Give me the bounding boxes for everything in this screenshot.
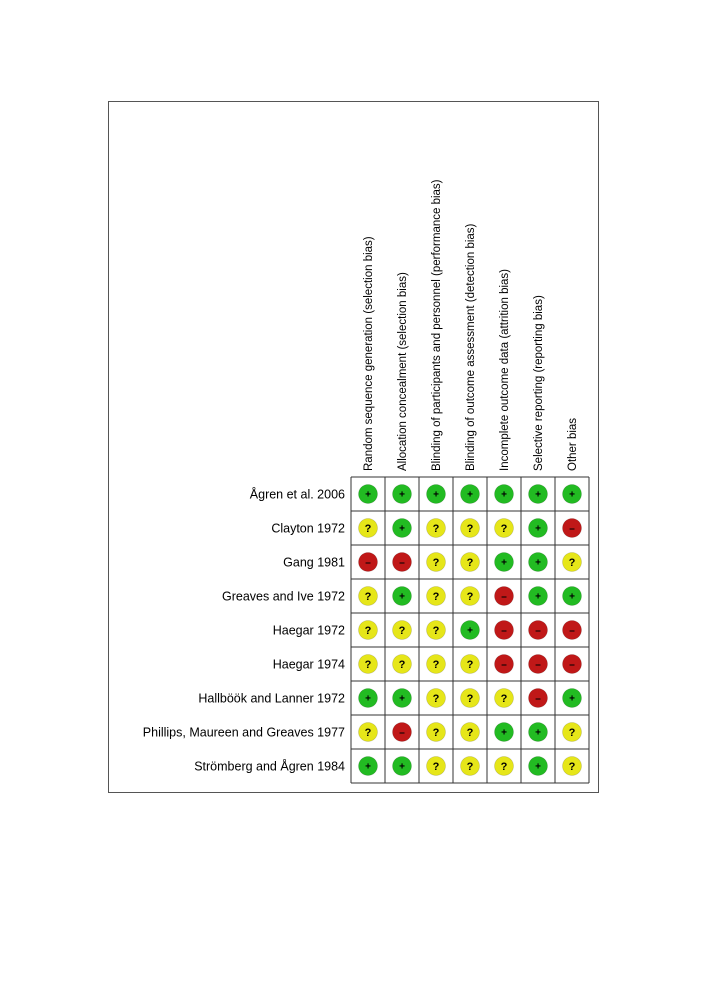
study-label: Clayton 1972 bbox=[271, 521, 345, 536]
rating-mark bbox=[427, 655, 446, 674]
rating-mark bbox=[461, 621, 480, 640]
rating-mark bbox=[563, 587, 582, 606]
rating-mark bbox=[461, 655, 480, 674]
study-label: Ågren et al. 2006 bbox=[249, 487, 345, 502]
study-label: Greaves and Ive 1972 bbox=[222, 589, 345, 604]
risk-of-bias-chart bbox=[109, 102, 600, 794]
rating-symbol: ? bbox=[466, 659, 474, 671]
rating-symbol: + bbox=[569, 591, 575, 603]
rating-mark bbox=[359, 757, 378, 776]
risk-of-bias-figure bbox=[108, 101, 599, 793]
rating-symbol: + bbox=[501, 557, 507, 569]
rating-symbol: ? bbox=[364, 523, 372, 535]
rating-symbol: – bbox=[501, 625, 507, 637]
rating-symbol: ? bbox=[432, 727, 440, 739]
study-label: Strömberg and Ågren 1984 bbox=[194, 759, 345, 774]
rating-symbol: ? bbox=[364, 591, 372, 603]
rating-mark bbox=[563, 485, 582, 504]
rating-symbol: + bbox=[399, 523, 405, 535]
rating-symbol: ? bbox=[432, 591, 440, 603]
rating-symbol: – bbox=[535, 625, 541, 637]
rating-symbol: + bbox=[535, 761, 541, 773]
rating-mark bbox=[563, 621, 582, 640]
study-label: Phillips, Maureen and Greaves 1977 bbox=[142, 725, 345, 740]
rating-symbol: ? bbox=[364, 659, 372, 671]
rating-symbol: ? bbox=[500, 693, 508, 705]
rating-symbol: + bbox=[535, 591, 541, 603]
column-header: Allocation concealment (selection bias) bbox=[397, 272, 409, 471]
rating-symbol: – bbox=[569, 523, 575, 535]
rating-mark bbox=[427, 621, 446, 640]
study-label: Hallböök and Lanner 1972 bbox=[198, 691, 345, 706]
rating-mark bbox=[427, 519, 446, 538]
rating-mark bbox=[393, 621, 412, 640]
column-header: Random sequence generation (selection bias) bbox=[363, 236, 375, 471]
rating-symbol: – bbox=[399, 727, 405, 739]
rating-mark bbox=[359, 655, 378, 674]
rating-mark bbox=[427, 485, 446, 504]
rating-symbol: – bbox=[569, 659, 575, 671]
rating-mark bbox=[461, 723, 480, 742]
rating-symbol: ? bbox=[432, 659, 440, 671]
rating-mark bbox=[359, 485, 378, 504]
rating-mark bbox=[393, 757, 412, 776]
rating-symbol: ? bbox=[466, 761, 474, 773]
rating-symbol: + bbox=[535, 523, 541, 535]
rating-mark bbox=[495, 689, 514, 708]
rating-mark bbox=[529, 587, 548, 606]
rating-symbol: + bbox=[569, 489, 575, 501]
rating-symbol: ? bbox=[364, 625, 372, 637]
rating-mark bbox=[393, 655, 412, 674]
rating-symbol: ? bbox=[568, 557, 576, 569]
rating-mark bbox=[359, 723, 378, 742]
rating-mark bbox=[359, 587, 378, 606]
rating-symbol: + bbox=[467, 625, 473, 637]
rating-mark bbox=[461, 553, 480, 572]
rating-mark bbox=[563, 723, 582, 742]
rating-symbol: – bbox=[569, 625, 575, 637]
column-header: Selective reporting (reporting bias) bbox=[533, 295, 545, 471]
rating-symbol: + bbox=[365, 761, 371, 773]
rating-symbol: + bbox=[501, 727, 507, 739]
rating-mark bbox=[529, 519, 548, 538]
rating-mark bbox=[359, 553, 378, 572]
rating-mark bbox=[495, 655, 514, 674]
study-label: Gang 1981 bbox=[283, 555, 345, 570]
rating-mark bbox=[495, 553, 514, 572]
rating-mark bbox=[495, 519, 514, 538]
rating-symbol: + bbox=[535, 557, 541, 569]
rating-mark bbox=[427, 757, 446, 776]
rating-symbol: – bbox=[501, 659, 507, 671]
rating-symbol: – bbox=[535, 659, 541, 671]
rating-symbol: ? bbox=[466, 591, 474, 603]
rating-symbol: + bbox=[467, 489, 473, 501]
study-label: Haegar 1972 bbox=[272, 623, 345, 638]
rating-mark bbox=[359, 519, 378, 538]
rating-mark bbox=[427, 723, 446, 742]
rating-mark bbox=[563, 519, 582, 538]
rating-mark bbox=[563, 655, 582, 674]
rating-mark bbox=[529, 757, 548, 776]
rating-symbol: – bbox=[399, 557, 405, 569]
rating-mark bbox=[529, 621, 548, 640]
rating-mark bbox=[359, 689, 378, 708]
rating-mark bbox=[495, 723, 514, 742]
column-header: Blinding of participants and personnel (performance bias) bbox=[431, 179, 443, 471]
rating-symbol: ? bbox=[568, 761, 576, 773]
rating-symbol: + bbox=[399, 489, 405, 501]
rating-mark bbox=[495, 621, 514, 640]
rating-symbol: ? bbox=[568, 727, 576, 739]
rating-mark bbox=[427, 587, 446, 606]
rating-mark bbox=[393, 485, 412, 504]
rating-mark bbox=[393, 553, 412, 572]
rating-symbol: + bbox=[399, 591, 405, 603]
rating-mark bbox=[563, 689, 582, 708]
rating-mark bbox=[461, 519, 480, 538]
rating-symbol: ? bbox=[466, 693, 474, 705]
rating-symbol: ? bbox=[466, 523, 474, 535]
rating-mark bbox=[563, 553, 582, 572]
rating-symbol: ? bbox=[364, 727, 372, 739]
rating-symbol: + bbox=[365, 693, 371, 705]
column-header: Other bias bbox=[567, 417, 579, 471]
rating-mark bbox=[359, 621, 378, 640]
rating-mark bbox=[393, 689, 412, 708]
rating-symbol: + bbox=[399, 693, 405, 705]
rating-mark bbox=[461, 689, 480, 708]
rating-mark bbox=[529, 485, 548, 504]
rating-mark bbox=[495, 587, 514, 606]
rating-symbol: + bbox=[501, 489, 507, 501]
rating-mark bbox=[563, 757, 582, 776]
rating-symbol: + bbox=[433, 489, 439, 501]
rating-symbol: – bbox=[365, 557, 371, 569]
rating-mark bbox=[393, 723, 412, 742]
rating-mark bbox=[461, 757, 480, 776]
column-header: Blinding of outcome assessment (detection bias) bbox=[465, 223, 477, 471]
rating-mark bbox=[529, 553, 548, 572]
rating-symbol: ? bbox=[398, 625, 406, 637]
rating-mark bbox=[461, 587, 480, 606]
rating-mark bbox=[427, 553, 446, 572]
column-header: Incomplete outcome data (attrition bias) bbox=[499, 269, 511, 471]
rating-mark bbox=[529, 655, 548, 674]
rating-symbol: ? bbox=[432, 523, 440, 535]
rating-symbol: ? bbox=[432, 761, 440, 773]
rating-mark bbox=[495, 757, 514, 776]
rating-symbol: – bbox=[501, 591, 507, 603]
rating-mark bbox=[495, 485, 514, 504]
rating-symbol: – bbox=[535, 693, 541, 705]
rating-symbol: + bbox=[399, 761, 405, 773]
study-label: Haegar 1974 bbox=[272, 657, 345, 672]
rating-mark bbox=[393, 519, 412, 538]
rating-symbol: ? bbox=[500, 761, 508, 773]
rating-mark bbox=[529, 723, 548, 742]
rating-mark bbox=[461, 485, 480, 504]
rating-symbol: + bbox=[535, 489, 541, 501]
rating-mark bbox=[427, 689, 446, 708]
rating-symbol: + bbox=[535, 727, 541, 739]
rating-symbol: + bbox=[365, 489, 371, 501]
rating-symbol: ? bbox=[432, 693, 440, 705]
rating-mark bbox=[529, 689, 548, 708]
rating-symbol: ? bbox=[432, 625, 440, 637]
rating-symbol: + bbox=[569, 693, 575, 705]
rating-symbol: ? bbox=[432, 557, 440, 569]
rating-symbol: ? bbox=[398, 659, 406, 671]
rating-symbol: ? bbox=[466, 557, 474, 569]
rating-mark bbox=[393, 587, 412, 606]
rating-symbol: ? bbox=[466, 727, 474, 739]
rating-symbol: ? bbox=[500, 523, 508, 535]
